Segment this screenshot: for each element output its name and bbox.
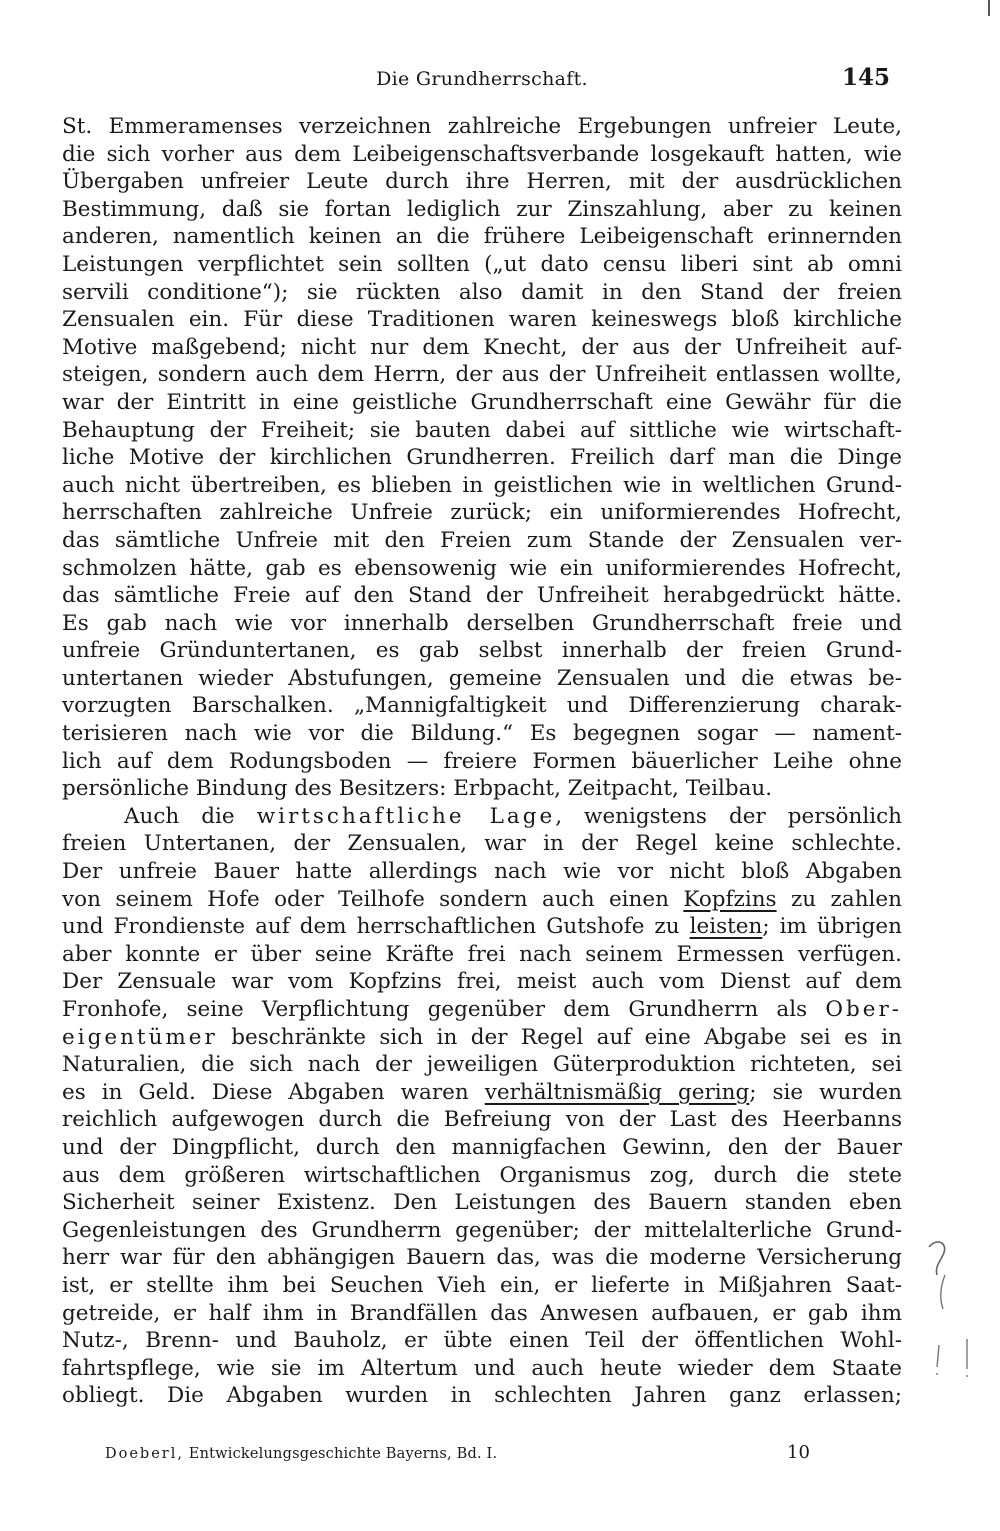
page-number: 145 <box>841 64 890 91</box>
text-line <box>62 996 902 1024</box>
footer-author: Doeberl, <box>105 1446 184 1462</box>
text-line: untertanen wieder Abstufungen, gemeine Zensualen und die etwas be- <box>62 665 902 691</box>
text-line: herrschaften zahlreiche Unfreie zurück; ein uniformierendes Hofrecht, <box>62 500 902 526</box>
text-run: Fronhofe, seine Verpflichtung gegenüber dem Grundherrn als <box>62 997 808 1022</box>
text-run: von seinem Hofe oder Teilhofe sondern auch einen <box>62 886 669 912</box>
text-line: terisieren nach wie vor die Bildung.“ Es begegnen sogar — nament- <box>62 721 902 747</box>
text-line: liche Motive der kirchlichen Grundherren. Freilich darf man die Dinge <box>62 445 902 471</box>
footer-work: Entwickelungsgeschichte Bayerns, Bd. I. <box>188 1446 498 1462</box>
spaced-emphasis: eigentümer <box>62 1024 218 1050</box>
text-line: St. Emmeramenses verzeichnen zahlreiche Ergebungen unfreier Leute, <box>62 114 902 139</box>
text-line: Übergaben unfreier Leute durch ihre Herren, mit der ausdrücklichen <box>62 169 902 195</box>
text-line: Bestimmung, daß sie fortan lediglich zur Zinszahlung, aber zu keinen <box>62 196 902 222</box>
scan-edge-mark <box>988 0 990 16</box>
text-line: Behauptung der Freiheit; sie bauten dabei auf sittliche wie wirtschaft- <box>62 417 902 443</box>
text-run: beschränkte sich in der Regel auf eine Abgabe sei es in <box>231 1024 902 1050</box>
text-line: servili conditione“); sie rückten also damit in den Stand der freien <box>62 279 902 305</box>
printer-signature: 10 <box>787 1442 810 1463</box>
text-run: es in Geld. Diese Abgaben waren <box>62 1079 469 1105</box>
running-title: Die Grundherrschaft. <box>376 68 588 90</box>
bracket-mark-icon <box>941 1275 945 1309</box>
text-line: aber konnte er über seine Kräfte frei nach seinem Ermessen verfügen. <box>62 941 902 967</box>
body-text <box>62 113 902 1410</box>
text-line <box>62 1024 902 1052</box>
text-line: Der Zensuale war vom Kopfzins frei, meist auch vom Dienst auf dem <box>62 969 902 995</box>
text-line: Gegenleistungen des Grundherrn gegenüber; der mittelalterliche Grund- <box>62 1217 902 1243</box>
text-run: ; sie wurden <box>749 1079 902 1105</box>
text-line: aus dem größeren wirtschaftlichen Organismus zog, durch die stete <box>62 1162 902 1188</box>
text-line: Zensualen ein. Für diese Traditionen waren keineswegs bloß kirchliche <box>62 307 902 333</box>
text-line: freien Untertanen, der Zensualen, war in der Regel keine schlechte. <box>62 831 902 857</box>
handwritten-underline: leisten <box>689 914 763 940</box>
text-line: vorzugten Barschalken. „Mannigfaltigkeit und Differenzierung charak- <box>62 693 902 719</box>
text-line <box>62 886 902 914</box>
text-line: obliegt. Die Abgaben wurden in schlechten Jahren ganz erlassen; <box>62 1383 902 1409</box>
handwritten-margin-marks <box>915 1235 985 1405</box>
text-line <box>62 913 902 941</box>
text-line: war der Eintritt in eine geistliche Grundherrschaft eine Gewähr für die <box>62 389 902 415</box>
text-run: und Frondienste auf dem herrschaftlichen Gutshofe zu <box>62 914 680 940</box>
text-run: , wenigstens der persönlich <box>555 803 902 829</box>
footer-citation <box>105 1446 497 1462</box>
text-line: reichlich aufgewogen durch die Befreiung von der Last des Heerbanns <box>62 1107 902 1133</box>
text-line: lich auf dem Rodungsboden — freiere Formen bäuerlicher Leihe ohne <box>62 748 902 774</box>
text-line: getreide, er half ihm in Brandfällen das Anwesen aufbauen, er gab ihm <box>62 1300 902 1326</box>
spaced-emphasis: Ober- <box>825 997 902 1022</box>
text-line: auch nicht übertreiben, es blieben in geistlichen wie in weltlichen Grund- <box>62 472 902 498</box>
text-line: Nutz-, Brenn- und Bauholz, er übte einen Teil der öffentlichen Wohl- <box>62 1328 902 1354</box>
question-mark-icon <box>929 1242 945 1275</box>
text-line: unfreie Gründuntertanen, es gab selbst innerhalb der freien Grund- <box>62 638 902 664</box>
text-line: fahrtspflege, wie sie im Altertum und auch heute wieder dem Staate <box>62 1355 902 1381</box>
text-line: Der unfreie Bauer hatte allerdings nach wie vor nicht bloß Abgaben <box>62 859 902 885</box>
text-line: anderen, namentlich keinen an die frühere Leibeigenschaft erinnernden <box>62 224 902 250</box>
text-line: herr war für den abhängigen Bauern das, was die moderne Versicherung <box>62 1245 902 1271</box>
text-line: steigen, sondern auch dem Herrn, der aus der Unfreiheit entlassen wollte, <box>62 362 902 388</box>
spaced-emphasis: wirtschaftliche Lage <box>256 803 556 829</box>
text-line: ist, er stellte ihm bei Seuchen Vieh ein, er lieferte in Mißjahren Saat- <box>62 1272 902 1298</box>
handwritten-underline: Kopfzins <box>683 886 777 912</box>
footer-signature-line <box>105 1440 845 1470</box>
exclamation-mark-icon <box>937 1345 939 1375</box>
text-line: Sicherheit seiner Existenz. Den Leistungen des Bauern standen eben <box>62 1190 902 1216</box>
text-line: Leistungen verpflichtet sein sollten („ut dato censu liberi sint ab omni <box>62 251 902 277</box>
text-run: ; im übrigen <box>762 914 902 940</box>
text-line: Es gab nach wie vor innerhalb derselben Grundherrschaft freie und <box>62 610 902 636</box>
handwritten-underline: verhältnismäßig gering <box>484 1079 750 1105</box>
text-line <box>62 1079 902 1107</box>
text-run: Auch die <box>124 803 235 829</box>
running-head <box>62 62 902 96</box>
text-line: Motive maßgebend; nicht nur dem Knecht, der aus der Unfreiheit auf- <box>62 334 902 360</box>
text-line: schmolzen hätte, gab es ebensowenig wie ein uniformierendes Hofrecht, <box>62 555 902 581</box>
text-line: persönliche Bindung des Besitzers: Erbpacht, Zeitpacht, Teilbau. <box>62 776 773 802</box>
text-line: das sämtliche Freie auf den Stand der Unfreiheit herabgedrückt hätte. <box>62 583 902 609</box>
text-line: die sich vorher aus dem Leibeigenschaftsverbande losgekauft hatten, wie <box>62 141 902 167</box>
text-line: das sämtliche Unfreie mit den Freien zum Stande der Zensualen ver- <box>62 527 902 553</box>
paragraph-start-line <box>62 803 902 831</box>
text-run: zu zahlen <box>790 886 902 912</box>
text-line: und der Dingpflicht, durch den mannigfachen Gewinn, den der Bauer <box>62 1134 902 1160</box>
text-line: Naturalien, die sich nach der jeweiligen Güterproduktion richteten, sei <box>62 1052 902 1078</box>
